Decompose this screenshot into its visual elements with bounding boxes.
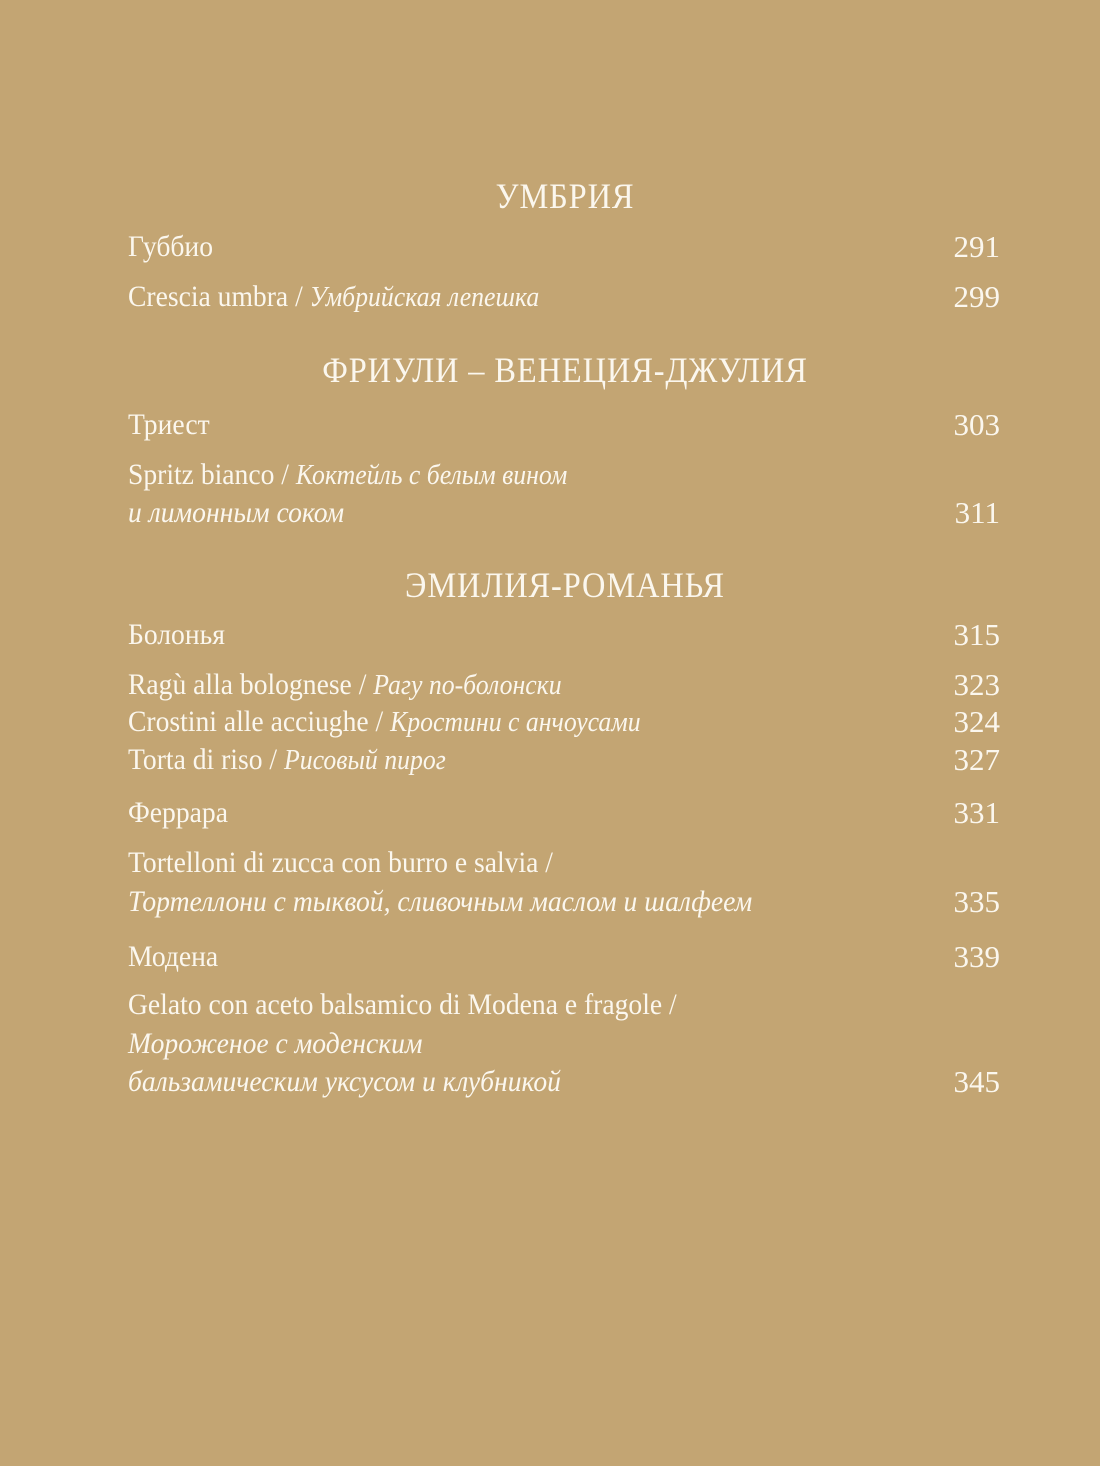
latin-title: Crescia umbra / xyxy=(128,280,310,313)
latin-title: Torta di riso / xyxy=(128,743,284,776)
page-number: 323 xyxy=(953,667,1000,702)
latin-title: Tortelloni di zucca con burro e salvia / xyxy=(128,846,553,879)
toc-entry-ragu[interactable] xyxy=(128,668,1000,708)
toc-entry-tortelloni[interactable] xyxy=(128,846,1000,886)
russian-title: Кростини с анчоусами xyxy=(390,707,641,738)
entry-title: Модена xyxy=(128,940,219,973)
russian-title: Умбрийская лепешка xyxy=(309,282,540,313)
russian-title-line2: Тортеллони с тыквой, сливочным маслом и шалфеем xyxy=(128,885,753,918)
page-number: 299 xyxy=(953,279,1000,314)
latin-title: Crostini alle acciughe / xyxy=(128,705,391,738)
page-number: 291 xyxy=(953,229,1000,264)
entry-title: Феррара xyxy=(128,796,228,829)
entry-title xyxy=(128,705,641,740)
section-heading-friuli: ФРИУЛИ – ВЕНЕЦИЯ-ДЖУЛИЯ xyxy=(322,350,808,390)
toc-entry-gelato-cont2[interactable] xyxy=(128,1065,1000,1105)
toc-entry-ferrara[interactable] xyxy=(128,796,1000,836)
section-heading-emilia-romagna: ЭМИЛИЯ-РОМАНЬЯ xyxy=(405,565,725,605)
russian-title: Рагу по-болонски xyxy=(373,670,562,701)
section-heading-umbria: УМБРИЯ xyxy=(495,176,635,216)
entry-title: Болонья xyxy=(128,618,225,651)
page-number: 303 xyxy=(953,407,1000,442)
latin-title: Gelato con aceto balsamico di Modena e fragole / xyxy=(128,988,677,1021)
russian-title-line2: и лимонным соком xyxy=(128,496,345,529)
toc-entry-tortelloni-cont[interactable] xyxy=(128,885,1000,925)
toc-entry-trieste[interactable] xyxy=(128,408,1000,448)
toc-entry-torta-di-riso[interactable] xyxy=(128,743,1000,783)
entry-title xyxy=(128,668,562,703)
russian-title: Коктейль с белым вином xyxy=(295,460,568,491)
page-number: 331 xyxy=(953,795,1000,830)
toc-entry-gubbio[interactable] xyxy=(128,230,1000,270)
toc-entry-gelato[interactable] xyxy=(128,988,1000,1028)
entry-title: Губбио xyxy=(128,230,213,263)
latin-title: Spritz bianco / xyxy=(128,458,296,491)
page-number: 315 xyxy=(953,617,1000,652)
page-number: 345 xyxy=(953,1064,1000,1099)
page-number: 327 xyxy=(953,742,1000,777)
toc-entry-crescia-umbra[interactable] xyxy=(128,280,1000,320)
toc-entry-gelato-cont[interactable] xyxy=(128,1027,1000,1067)
toc-entry-spritz-bianco-cont[interactable] xyxy=(128,496,1000,536)
page-number: 339 xyxy=(953,939,1000,974)
entry-title xyxy=(128,458,567,493)
entry-title xyxy=(128,280,539,315)
page-number: 311 xyxy=(954,495,1000,530)
russian-title-line3: бальзамическим уксусом и клубникой xyxy=(128,1065,561,1098)
russian-title-line2: Мороженое с моденским xyxy=(128,1027,423,1060)
toc-entry-modena[interactable] xyxy=(128,940,1000,980)
entry-title xyxy=(128,743,446,778)
toc-entry-spritz-bianco[interactable] xyxy=(128,458,1000,498)
latin-title: Ragù alla bolognese / xyxy=(128,668,374,701)
toc-entry-bologna[interactable] xyxy=(128,618,1000,658)
page-number: 335 xyxy=(953,884,1000,919)
toc-entry-crostini[interactable] xyxy=(128,705,1000,745)
page-number: 324 xyxy=(953,704,1000,739)
russian-title: Рисовый пирог xyxy=(283,745,446,776)
entry-title: Триест xyxy=(128,408,210,441)
